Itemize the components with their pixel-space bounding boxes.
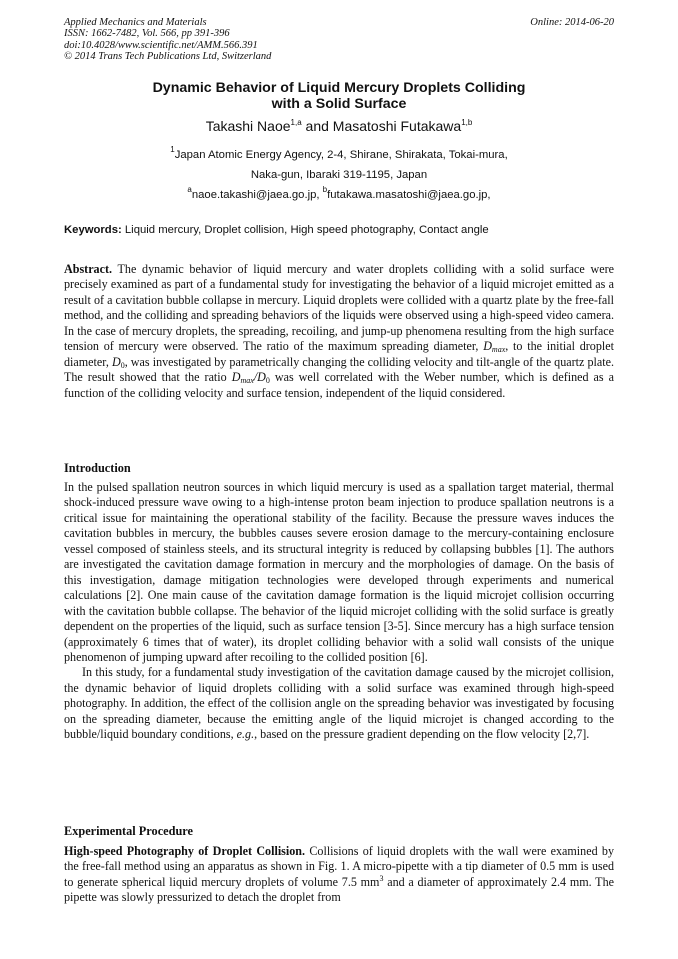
online-date: Online: 2014-06-20 xyxy=(530,17,614,28)
email-b: futakawa.masatoshi@jaea.go.jp, xyxy=(327,189,491,201)
abstract-label: Abstract. xyxy=(64,262,113,276)
experimental-subheading: High-speed Photography of Droplet Collision. xyxy=(64,844,306,858)
introduction-paragraph-1: In the pulsed spallation neutron sources in which liquid mercury is used as a spallation target material, thermal shock-induced pressure wave owing to a high-intense proton beam injection to produce spallation neutrons is a critical issue for maintaining the operational stability of the facility. Because the pressure waves induces the cavitation bubbles in mercury, the bubbles causes severe erosion damage to the mercury-containing enclosure vessel composed of stainless steels, and its structural integrity is reduced by collapsing bubbles [1]. The authors are investigated the cavitation damage formation in mercury and the morphologies of damage. On the basis of this investigation, damage mitigation technologies were developed through experiments and numerical calculations [2]. One main cause of the cavitation damage formation is the liquid microjet collision occurring with the cavitation bubble collapse. The behavior of the liquid microjet colliding with the solid surface is greatly dependent on the properties of the liquid, such as surface tension [3-5]. Since mercury has a high surface tension (approximately 6 times that of water), its droplet colliding behavior with a solid wall consists of the unique phenomenon of jumping upward after recoiling to the collided position [6]. xyxy=(64,480,614,664)
subscript-max: max xyxy=(240,376,254,386)
experimental-text: Collisions of liquid droplets with the wall were examined by the free-fall method using an apparatus as shown in Fig. 1. A micro-pipette with a tip diameter of 0.5 mm is used to generate spherical liquid mercury droplets of volume 7.5 mm xyxy=(64,844,614,889)
affiliation-text: Japan Atomic Energy Agency, 2-4, Shirane, Shirakata, Tokai-mura, xyxy=(174,149,508,161)
affiliation-sup: 1 xyxy=(170,145,175,154)
abstract-text: , to the initial droplet diameter, xyxy=(64,339,614,369)
abstract xyxy=(64,262,614,401)
superscript-3: 3 xyxy=(379,873,384,883)
symbol-d: D xyxy=(111,354,121,369)
ratio-slash: / xyxy=(253,370,258,385)
abstract-text: , was investigated by parametrically changing the colliding velocity and tilt-angle of the quartz plate. The result showed that the ratio xyxy=(64,354,614,385)
symbol-d: D xyxy=(231,370,241,385)
author-sup: 1,b xyxy=(461,118,473,127)
affiliation-line-2: Naka-gun, Ibaraki 319-1195, Japan xyxy=(250,169,428,181)
keywords-label: Keywords: xyxy=(64,224,122,236)
affiliation-line-1 xyxy=(64,145,614,165)
paper-title xyxy=(64,80,614,112)
symbol-d: D xyxy=(257,370,266,385)
email-sup: a xyxy=(187,185,192,194)
author-sup: 1,a xyxy=(290,118,302,127)
journal-name: Applied Mechanics and Materials xyxy=(64,17,207,28)
title-line-1: Dynamic Behavior of Liquid Mercury Droplets Colliding xyxy=(152,80,526,96)
subscript-0: 0 xyxy=(120,360,125,370)
author-list xyxy=(64,118,614,135)
title-line-2: with a Solid Surface xyxy=(271,96,407,112)
subscript-0: 0 xyxy=(265,376,270,386)
journal-doi: doi:10.4028/www.scientific.net/AMM.566.391 xyxy=(64,39,258,51)
experimental-body xyxy=(64,844,614,906)
keywords-text: Liquid mercury, Droplet collision, High speed photography, Contact angle xyxy=(121,224,489,236)
experimental-heading: Experimental Procedure xyxy=(64,824,193,838)
keywords xyxy=(64,223,614,237)
introduction-heading: Introduction xyxy=(64,461,131,475)
affiliation xyxy=(64,145,614,205)
subscript-max: max xyxy=(491,345,506,355)
symbol-d: D xyxy=(483,339,492,354)
email-sup: b xyxy=(322,185,328,194)
introduction-body xyxy=(64,480,614,743)
abstract-text: The dynamic behavior of liquid mercury and water droplets colliding with a solid surface were precisely examined as part of a fundamental study for investigating the behavior of a liquid microjet emitted as a result of a cavitation bubble collapse in mercury. Liquid droplets were collided with a quartz plate by the free-fall method, and the colliding and spreading behaviors of the liquids were observed using a high-speed video camera. In the case of mercury droplets, the spreading, recoiling, and jump-up phenomena resulting from the high surface tension of mercury were observed. The ratio of the maximum spreading diameter, xyxy=(64,262,614,354)
introduction-paragraph-2 xyxy=(64,665,614,742)
journal-header xyxy=(64,17,271,63)
journal-copyright: © 2014 Trans Tech Publications Ltd, Switzerland xyxy=(64,51,272,63)
affiliation-emails xyxy=(64,185,614,205)
paragraph-text: , based on the pressure gradient depending on the flow velocity [2,7]. xyxy=(254,727,590,742)
author-name: Masatoshi Futakawa xyxy=(332,118,462,134)
eg-italic: e.g. xyxy=(236,727,255,742)
author-conjunction: and xyxy=(301,118,333,134)
paragraph-text: In this study, for a fundamental study investigation of the cavitation damage caused by the microjet collision, the dynamic behavior of liquid droplets colliding with a solid surface was examined through high-speed photography. In addition, the effect of the collision angle on the spreading behavior was investigated by focusing on the spreading diameter, because the emitting angle of the liquid microjet is changed according to the bubble/liquid boundary conditions, xyxy=(64,665,614,742)
abstract-text: was well correlated with the Weber number, which is defined as a function of the colliding velocity and surface tension, independent of the liquid considered. xyxy=(64,370,614,400)
experimental-text: and a diameter of approximately 2.4 mm. The pipette was slowly pressurized to detach the droplet from xyxy=(64,874,614,905)
email-a: naoe.takashi@jaea.go.jp, xyxy=(191,189,323,201)
author-name: Takashi Naoe xyxy=(205,118,291,134)
journal-issn: ISSN: 1662-7482, Vol. 566, pp 391-396 xyxy=(64,28,230,40)
